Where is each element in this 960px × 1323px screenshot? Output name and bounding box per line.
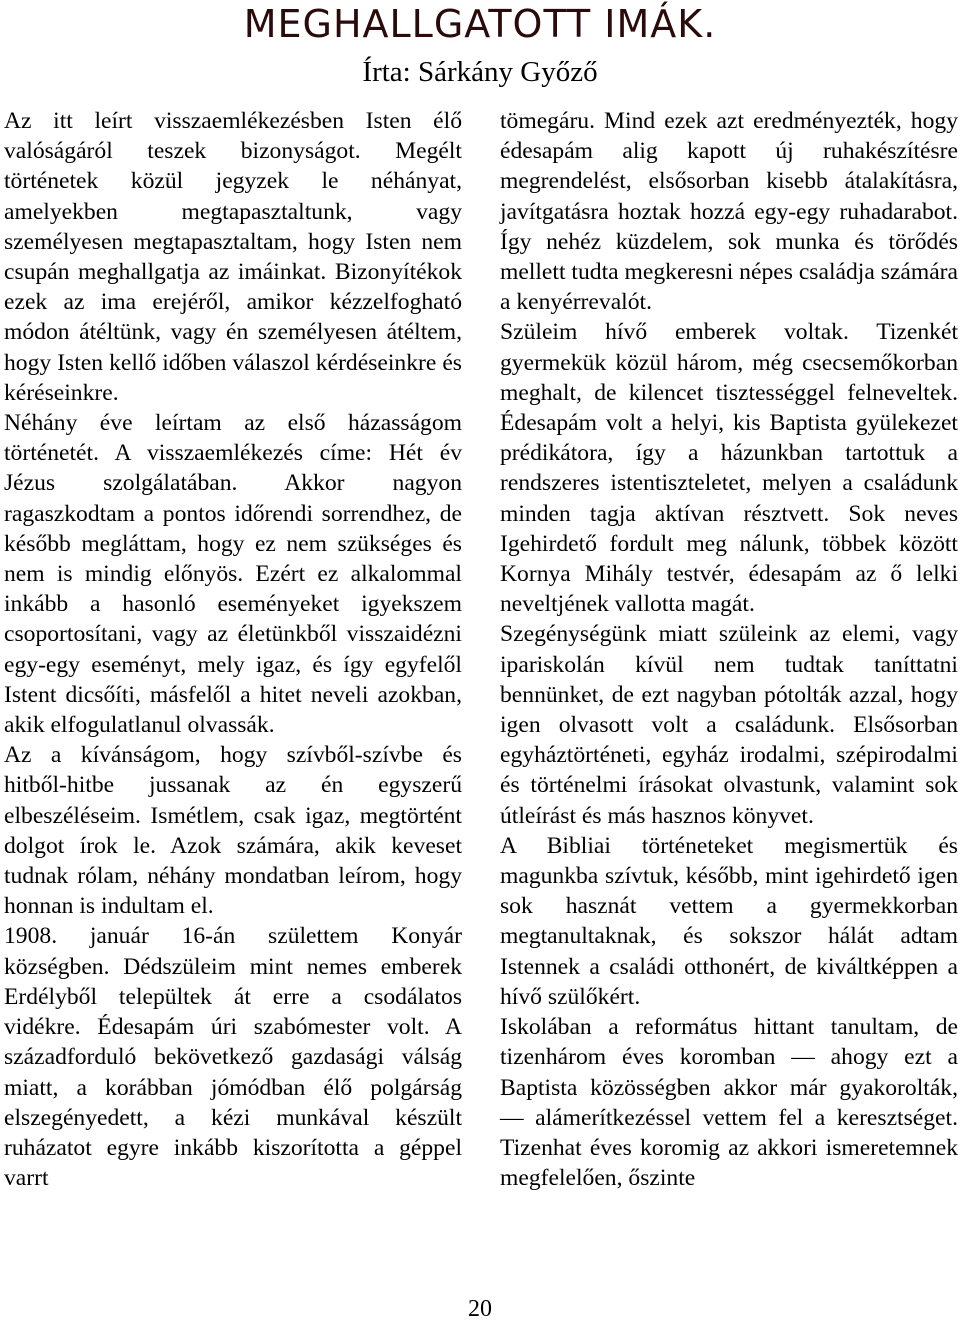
paragraph: Szegénységünk miatt szüleink az elemi, vagy ipariskolán kívül nem tudtak taníttatni bennünket, de ezt nagyban pótolták azzal, hogy igen olvasott volt a családunk. Elsősorban egyháztörténeti, egyház irodalmi, szépirodalmi és történelmi írásokat olvastunk, valamint sok útleírást és más hasznos könyvet. [500, 621, 958, 829]
paragraph: Szüleim hívő emberek voltak. Tizenkét gyermekük közül három, még csecsemőkorban meghalt, de kilencet tisztességgel felneveltek. Édesapám volt a helyi, kis Baptista gyülekezet prédikátora, így a házunkban tartottuk a rendszeres istentiszteletet, melyen a családunk minden tagja aktívan résztvett. Sok neves Igehirdető fordult meg nálunk, többek között Kornya Mihály testvér, édesapám az ő lelki neveltjének vallotta magát. [500, 319, 958, 618]
paragraph: Az itt leírt visszaemlékezésben Isten élő valóságáról teszek bizonyságot. Megélt történetek közül jegyzek le néhányat, amelyekben megtapasztaltunk, vagy személyesen megtapasztaltam, hogy Isten nem csupán meghallgatja az imáinkat. Bizonyítékok ezek az ima erejéről, amikor kézzelfogható módon átéltünk, vagy én személyesen átéltem, hogy Isten kellő időben válaszol kérdéseinkre és kéréseinkre. [4, 108, 462, 406]
paragraph: tömegáru. Mind ezek azt eredményezték, hogy édesapám alig kapott új ruhakészítésre megrendelést, elsősorban kisebb átalakításra, javítgatásra hoztak hozzá egy-egy ruhadarabot. Így nehéz küzdelem, sok munka és törődés mellett tudta megkeresni népes családja számára a kenyérrevalót. [500, 108, 958, 316]
paragraph: Néhány éve leírtam az első házasságom történetét. A visszaemlékezés címe: Hét év Jézus szolgálatában. Akkor nagyon ragaszkodtam a pontos időrendi sorrendhez, de később megláttam, hogy ez nem szükséges és nem is mindig előnyös. Ezért ez alkalommal inkább a hasonló eseményeket igyekszem csoportosítani, vagy az életünkből visszaidézni egy-egy eseményt, mely igaz, és így egyfelől Istent dicsőíti, másfelől a hitet neveli azokban, akik elfogulatlanul olvassák. [4, 410, 462, 739]
paragraph: A Bibliai történeteket megismertük és magunkba szívtuk, később, mint igehirdető igen sok hasznát vettem a gyermekkorban megtanultaknak, és sokszor hálát adtam Istennek a családi otthonért, de kiváltképpen a hívő szülőkért. [500, 832, 958, 1010]
page-number: 20 [468, 1296, 492, 1322]
paragraph: 1908. január 16-án születtem Konyár községben. Dédszüleim mint nemes emberek Erdélyből települtek át erre a csodálatos vidékre. Édesapám úri szabómester volt. A századforduló bekövetkező gazdasági válság miatt, a korábban jómódban élő polgárság elszegényedett, a kézi munkával készült ruházatot egyre inkább kiszorította a géppel varrt [4, 923, 462, 1192]
paragraph: Iskolában a református hittant tanultam, de tizenhárom éves koromban — ahogy ezt a Baptista közösségben akkor már gyakorolták, — alámerítkezéssel vettem fel a keresztséget. Tizenhat éves koromig az akkori ismeretemnek megfelelően, őszinte [500, 1014, 958, 1192]
author-line: Írta: Sárkány Győző [362, 56, 598, 88]
right-column [500, 106, 958, 1193]
paragraph: Az a kívánságom, hogy szívből-szívbe és hitből-hitbe jussanak az én egyszerű elbeszéléseim. Ismétlem, csak igaz, megtörtént dolgot írok le. Azok számára, akik keveset tudnak rólam, néhány mondatban leírom, hogy honnan is indultam el. [4, 742, 462, 920]
page-title: MEGHALLGATOTT IMÁK. [243, 2, 717, 46]
left-column [4, 106, 462, 1193]
